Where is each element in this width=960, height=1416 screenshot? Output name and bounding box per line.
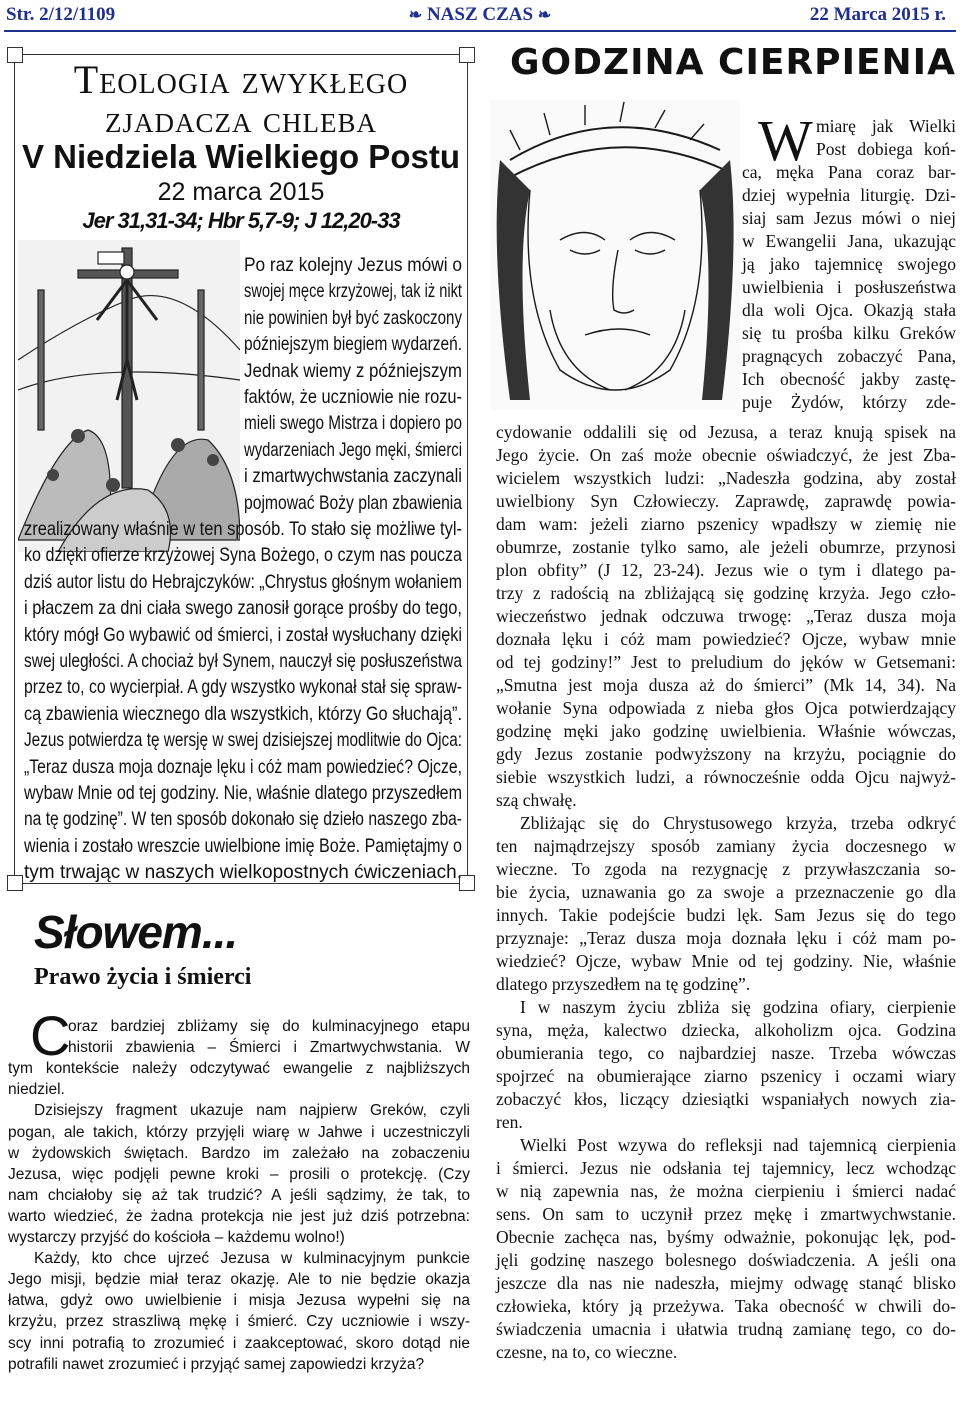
box-readings: Jer 31,31-34; Hbr 5,7-9; J 12,20-33	[82, 208, 400, 233]
page-header	[0, 0, 960, 30]
text-line: tym kontekście należy odczytywać ewangelie z najbliższych	[8, 1060, 470, 1078]
text-line: wienia i zostało wreszcie uwielbione imię Boże. Pamiętajmy o	[24, 834, 462, 857]
text-line: cydowanie oddalili się od Jezusa, a teraz knują spisek na	[496, 422, 956, 442]
text-line: człowieka, który ją przeżywa. Taka obecność w chwili do-	[496, 1296, 956, 1316]
text-line: siaj sam Jezus mówi o niej	[742, 208, 956, 228]
text-line: łatwa, gdyż owo uwielbienie i misja Jezusa wypełni się na	[8, 1292, 470, 1310]
paper-name: ❧ NASZ CZAS ❧	[408, 4, 552, 25]
text-line: przyznaje: „Teraz dusza moja doznała lęku i cóż mam po-	[496, 928, 956, 948]
text-line: swojej męce krzyżowej, tak iż nikt	[244, 280, 462, 303]
text-line: wieczeństwo jednak odczuwa trwogę: „Teraz dusza moja	[496, 606, 956, 626]
text-line: Dzisiejszy fragment ukazuje nam najpierw Greków, czyli	[34, 1102, 470, 1120]
text-line: godzinę męki jako godzinę uwielbienia. Właśnie wówczas,	[496, 721, 956, 741]
text-line: i zmartwychwstania zaczynali	[244, 465, 462, 488]
text-line: „Smutna jest moja dusza aż do śmierci” (Mk 14, 34). Na	[496, 675, 956, 695]
text-line: od tej godziny!” Jest to preludium do jęków w Getsemani:	[496, 652, 956, 672]
header-rule	[4, 30, 956, 32]
text-line: scy inni potrafią to zrozumieć i zaakceptować, skoro dotąd nie	[8, 1334, 470, 1352]
box-date: 22 marca 2015	[157, 178, 325, 206]
text-line: wystarczy przyjść do kościoła – każdemu wolno!)	[8, 1229, 345, 1246]
text-line: ca, męka Pana coraz bar-	[742, 162, 956, 182]
text-line: ko dzięki ofierze krzyżowej Syna Bożego, o czym nas poucza	[24, 544, 462, 567]
slowem-subheading: Prawo życia i śmierci	[34, 964, 252, 990]
text-line: zrealizowany właśnie w ten sposób. To stało się możliwe tyl-	[24, 518, 462, 540]
text-line: wydarzeniach Jego męki, śmierci	[244, 438, 462, 461]
text-line: Jednak wiemy z późniejszym	[244, 359, 462, 382]
text-line: wybaw Mnie od tej godziny. Nie, właśnie dlatego przyszedłem	[24, 782, 462, 804]
leaf-right-icon: ❧	[537, 7, 552, 24]
text-line: Ich obecność jakby zastę-	[742, 369, 956, 389]
text-line: trzy z radością na zbliżającą się godzinę krzyża. Jego czło-	[496, 583, 956, 603]
text-line: Jezusa, więc podjęli pewne kroki – prosili o protekcję. (Czy	[8, 1165, 470, 1183]
text-line: i śmierci. Jezus nie odsłania tej tajemnicy, lecz wchodząc	[496, 1158, 956, 1178]
text-line: szą chwałę.	[496, 790, 577, 810]
text-line: „Teraz dusza moja doznaje lęku i cóż mam powiedzieć? Ojcze,	[24, 755, 462, 778]
text-line: dziś autor listu do Hebrajczyków: „Chrystus głośnym wołaniem	[24, 570, 462, 593]
text-line: innych. Takie podejście budzi lęk. Sam Jezus się do tego	[496, 905, 956, 925]
text-line: Post dobiega koń-	[816, 139, 956, 159]
text-line: ten najmądrzejszy sposób zamiany życia doczesnego w	[496, 836, 956, 856]
text-line: dlatego przyszedłem na tę godzinę”.	[496, 974, 751, 994]
text-line: późniejszym biegiem wydarzeń.	[244, 333, 462, 356]
text-line: w Ewangelii Jana, ukazując	[742, 231, 956, 251]
text-line: na tę godzinę”. W ten sposób dokonało się dzieło naszego zba-	[24, 808, 462, 831]
text-line: pragnących zobaczyć Pana,	[742, 346, 956, 366]
text-line: Każdy, kto chce ujrzeć Jezusa w kulminacyjnym punkcie	[34, 1250, 470, 1268]
text-line: bie życia, uznawania go za swoje a przeznaczenie go dla	[496, 882, 956, 902]
text-line: ją jako tajemnicę swojego	[742, 254, 956, 274]
crucifixion-illustration	[18, 240, 240, 552]
text-line: I w naszym życiu zbliża się godzina ofiary, cierpienie	[520, 997, 956, 1017]
text-line: wiedzieć? Ojcze, wybaw Mnie od tej godziny. Nie, właśnie	[496, 951, 956, 971]
box-title-line3: V Niedziela Wielkiego Postu	[22, 138, 460, 175]
text-line: przez to, co wycierpiał. A gdy wszystko wykonał stał się spraw-	[24, 676, 462, 699]
text-line: syna, męża, kalectwo dziecka, alkoholizm ojca. Godzina	[496, 1020, 956, 1040]
text-line: miarę jak Wielki	[816, 116, 956, 136]
text-line: jeszcze dla nas nie nadeszła, miejmy odwagę stanąć blisko	[496, 1273, 956, 1293]
text-line: siebie wszystkich ludzi, a równocześnie odda Ojcu najwyż-	[496, 767, 956, 787]
text-line: faktów, że uczniowie nie rozu-	[244, 386, 462, 408]
text-line: w żydowskich świętach. Bardzo im zależało na zobaczeniu	[8, 1144, 470, 1162]
text-line: Wielki Post wzywa do refleksji nad tajemnicą cierpienia	[520, 1135, 956, 1155]
text-line: oraz bardziej zbliżamy się do kulminacyjnego etapu	[68, 1018, 470, 1035]
text-line: dam wam: jeżeli ziarno pszenicy wpadłszy w ziemię nie	[496, 514, 956, 534]
box-title-line2: zjadacza chleba	[105, 99, 377, 141]
text-line: tym trwając w naszych wielkopostnych ćwiczeniach.	[24, 861, 462, 884]
text-line: i płaczem za dni ciała swego zanosił gorące prośby do tego,	[24, 597, 462, 620]
text-line: wicielem wszystkich ludzi: „Nadeszła godzina, aby został	[496, 468, 956, 488]
box-title-line1: Teologia zwykłego	[73, 57, 409, 102]
text-line: puje Żydów, którzy zde-	[742, 392, 956, 412]
text-line: plon obfity” (J 12, 23-24). Jezus wie o tym i dlatego pa-	[496, 560, 956, 580]
text-line: pojmować Boży plan zbawienia	[244, 491, 462, 514]
text-line: uwielbiony Syn Człowieczy. Zaprawdę, zaprawdę powia-	[496, 491, 956, 511]
text-line: pogan, ale takich, którzy przyjęli wiarę w Jahwe i uczestniczyli	[8, 1123, 470, 1141]
text-line: historii zbawienia – Śmierci i Zmartwychwstania. W	[68, 1039, 470, 1057]
issue-date: 22 Marca 2015 r.	[809, 4, 946, 25]
leaf-left-icon: ❧	[408, 7, 423, 24]
text-line: Jezus potwierdza tę wersję w swej dzisiejszej modlitwie do Ojca:	[24, 729, 463, 752]
text-line: dla woli Ojca. Okazją stała	[742, 300, 956, 320]
text-line: sens. On sam to uczynił przez mękę i zmartwychwstanie.	[496, 1204, 956, 1224]
text-line: wieczne. To zgoda na rezygnację z przywłaszczania so-	[496, 859, 956, 879]
text-line: świadczenia umacnia i ułatwia trudną zamianę tego, co do-	[496, 1319, 956, 1339]
text-line: Jego życie. On zaś może obecnie oświadczyć, że jest Zba-	[496, 445, 956, 465]
text-line: obumierania tego, co najbardziej nasze. Trzeba wówczas	[496, 1043, 956, 1063]
text-line: krzyżu, przez straszliwą mękę i śmierć. Czy uczniowie i wszy-	[8, 1313, 470, 1331]
text-line: jęli godzinę naszego bolesnego doświadczenia. A jeśli ona	[496, 1250, 956, 1270]
slowem-dropcap: C	[30, 1004, 71, 1067]
text-line: nie powinien był być zaskoczony	[244, 306, 462, 329]
page-number: Str. 2/12/1109	[6, 4, 116, 25]
text-line: obumrze, zostanie tylko samo, ale jeżeli obumrze, przynosi	[496, 537, 956, 557]
text-line: niedziel.	[8, 1081, 65, 1099]
text-line: dziej wypełnia liturgię. Dzi-	[742, 185, 956, 205]
text-line: mieli swego Mistrza i dopiero po	[244, 412, 462, 435]
text-line: cą zbawienia wiecznego dla wszystkich, którzy Go słuchają”.	[24, 702, 462, 725]
text-line: Obecnie zachęca nas, byśmy odważnie, pokonując lęk, pod-	[496, 1227, 956, 1247]
text-line: Jego misji, będzie miał teraz okazję. Ale to nie będzie okazja	[8, 1271, 470, 1289]
text-line: potrafili nawet zrozumieć i przyjąć samej zapowiedzi krzyża?	[8, 1355, 425, 1373]
text-line: spojrzeć na obumierające ziarno pszenicy i oczami wiary	[496, 1066, 956, 1086]
frame-corner	[7, 875, 23, 891]
theology-box	[6, 46, 476, 892]
text-line: wołanie Syna odpowiada z nieba głos Ojca potwierdzający	[496, 698, 956, 718]
text-line: w nią zapewnia nas, że można cierpieniu i śmierci nadać	[496, 1181, 956, 1201]
right-dropcap: W	[758, 108, 813, 173]
text-line: swej uległości. A chociaż był Synem, nauczył się posłuszeństwa	[24, 650, 462, 672]
jesus-portrait-illustration	[490, 100, 740, 410]
text-line: zobaczyć kłos, liczący dziesiątki wspaniałych nowych zia-	[496, 1089, 956, 1109]
text-line: ren.	[496, 1112, 523, 1132]
right-title: GODZINA CIERPIENIA	[510, 42, 956, 83]
text-line: się tu prośba kilku Greków	[742, 323, 956, 343]
text-line: Po raz kolejny Jezus mówi o	[244, 254, 462, 276]
slowem-heading: Słowem...	[34, 906, 238, 958]
text-line: warto wiedzieć, że żadna protekcja nie jest już dziś potrzebna:	[8, 1207, 470, 1225]
text-line: czesne, na to, co wieczne.	[496, 1342, 678, 1362]
text-line: uwielbienia i posłuszeństwa	[742, 277, 956, 297]
text-line: nam chciałoby się aż tak trudzić? A jeśli sądzimy, że tak, to	[8, 1186, 470, 1204]
text-line: Zbliżając się do Chrystusowego krzyża, trzeba odkryć	[520, 813, 956, 833]
text-line: który mógł Go wybawić od śmierci, i został wysłuchany dzięki	[24, 623, 462, 646]
text-line: doznała lęku i cóż mam powiedzieć? Ojcze, wybaw mnie	[496, 629, 956, 649]
text-line: gdy Jezus zostanie podwyższony na krzyżu, pociągnie do	[496, 744, 956, 764]
